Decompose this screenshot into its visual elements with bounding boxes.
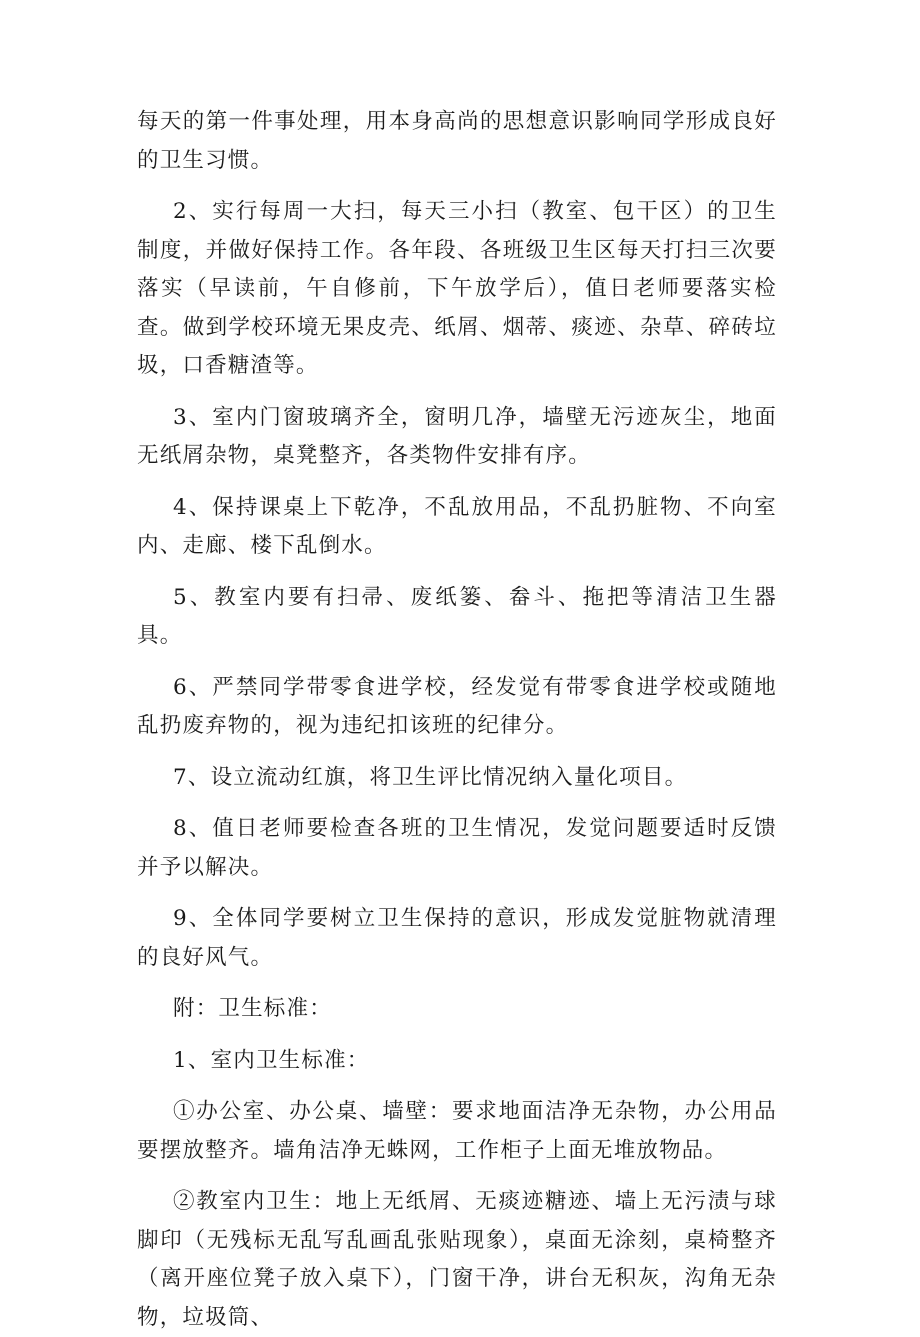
paragraph-item-4: 4、保持课桌上下乾净，不乱放用品，不乱扔脏物、不向室内、走廊、楼下乱倒水。	[137, 494, 777, 558]
paragraph-item-6: 6、严禁同学带零食进学校，经发觉有带零食进学校或随地乱扔废弃物的，视为违纪扣该班的纪律分。	[137, 674, 777, 738]
paragraph-classroom-standard: ②教室内卫生：地上无纸屑、无痰迹糖迹、墙上无污渍与球脚印（无残标无乱写乱画乱张贴现象），桌面无涂刻，桌椅整齐（离开座位凳子放入桌下），门窗干净，讲台无积灰，沟角无杂物，垃圾筒、	[137, 1189, 777, 1330]
appendix-heading: 附：卫生标准：	[173, 996, 332, 1021]
paragraph-item-2: 2、实行每周一大扫，每天三小扫（教室、包干区）的卫生制度，并做好保持工作。各年段、各班级卫生区每天打扫三次要落实（早读前，午自修前，下午放学后），值日老师要落实检查。做到学校环境无果皮壳、纸屑、烟蒂、痰迹、杂草、碎砖垃圾，口香糖渣等。	[137, 199, 777, 378]
paragraph-item-9: 9、全体同学要树立卫生保持的意识，形成发觉脏物就清理的良好风气。	[137, 906, 777, 970]
section-heading-indoor-hygiene: 1、室内卫生标准：	[173, 1047, 370, 1073]
paragraph-item-7: 7、设立流动红旗，将卫生评比情况纳入量化项目。	[173, 764, 688, 790]
paragraph-item-8: 8、值日老师要检查各班的卫生情况，发觉问题要适时反馈并予以解决。	[137, 816, 777, 880]
paragraph-item-3: 3、室内门窗玻璃齐全，窗明几净，墙壁无污迹灰尘，地面无纸屑杂物，桌凳整齐，各类物件安排有序。	[137, 404, 777, 468]
paragraph-office-standard: ①办公室、办公桌、墙壁：要求地面洁净无杂物，办公用品要摆放整齐。墙角洁净无蛛网，工作柜子上面无堆放物品。	[137, 1099, 777, 1163]
document-body	[137, 103, 777, 1337]
paragraph-item-5: 5、教室内要有扫帚、废纸篓、畚斗、拖把等清洁卫生器具。	[137, 584, 777, 648]
paragraph-continuation: 每天的第一件事处理，用本身高尚的思想意识影响同学形成良好的卫生习惯。	[137, 109, 777, 173]
